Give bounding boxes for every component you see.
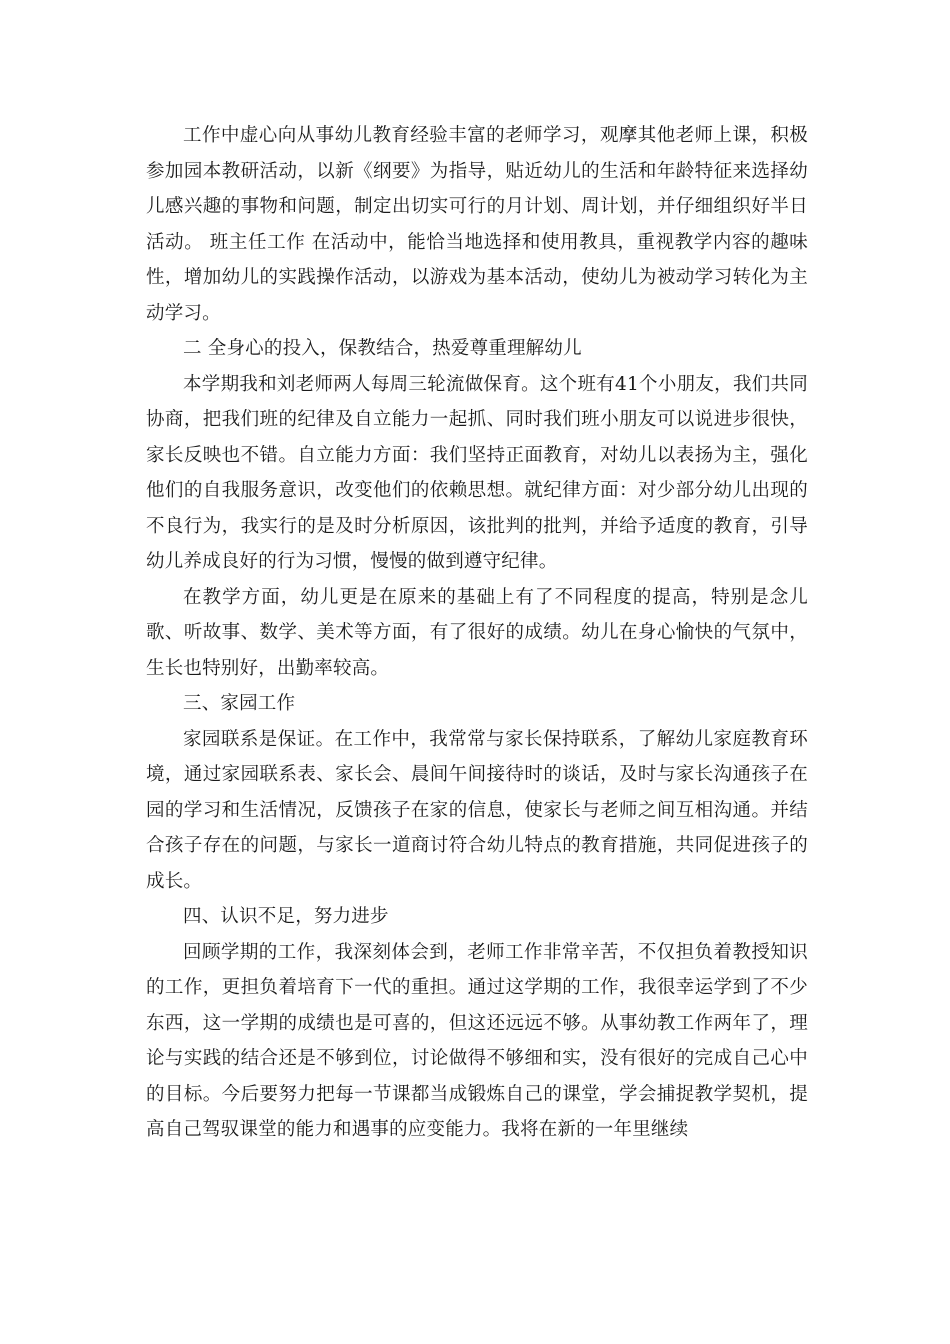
section-heading-care: 二 全身心的投入，保教结合，热爱尊重理解幼儿 bbox=[183, 338, 582, 359]
paragraph-reflection: 回顾学期的工作，我深刻体会到，老师工作非常辛苦，不仅担负着教授知识的工作，更担负着培育下一代的重担。通过这学期的工作，我很幸运学到了不少东西，这一学期的成绩也是可喜的，但这还远远不够。从事幼教工作两年了，理论与实践的结合还是不够到位，讨论做得不够细和实，没有很好的完成自己心中的目标。今后要努力把每一节课都当成锻炼自己的课堂，学会捕捉教学契机，提高自己驾驭课堂的能力和遇事的应变能力。我将在新的一年里继续 bbox=[146, 941, 808, 1140]
section-heading-shortcomings: 四、认识不足，努力进步 bbox=[183, 906, 389, 927]
document-page bbox=[146, 118, 808, 1148]
paragraph-care-discipline: 本学期我和刘老师两人每周三轮流做保育。这个班有41个小朋友，我们共同协商，把我们班的纪律及自立能力一起抓、同时我们班小朋友可以说进步很快，家长反映也不错。自立能力方面：我们坚持正面教育，对幼儿以表扬为主，强化他们的自我服务意识，改变他们的依赖思想。就纪律方面：对少部分幼儿出现的不良行为，我实行的是及时分析原因，该批判的批判，并给予适度的教育，引导幼儿养成良好的行为习惯，慢慢的做到遵守纪律。 bbox=[146, 373, 808, 572]
section-heading-home-school: 三、家园工作 bbox=[183, 693, 296, 714]
paragraph-home-school: 家园联系是保证。在工作中，我常常与家长保持联系，了解幼儿家庭教育环境，通过家园联系表、家长会、晨间午间接待时的谈话，及时与家长沟通孩子在园的学习和生活情况，反馈孩子在家的信息，使家长与老师之间互相沟通。并结合孩子存在的问题，与家长一道商讨符合幼儿特点的教育措施，共同促进孩子的成长。 bbox=[146, 728, 808, 892]
paragraph-teaching-results: 在教学方面，幼儿更是在原来的基础上有了不同程度的提高，特别是念儿歌、听故事、数学、美术等方面，有了很好的成绩。幼儿在身心愉快的气氛中，生长也特别好，出勤率较高。 bbox=[146, 586, 808, 679]
paragraph-teaching-study: 工作中虚心向从事幼儿教育经验丰富的老师学习，观摩其他老师上课，积极参加园本教研活动，以新《纲要》为指导，贴近幼儿的生活和年龄特征来选择幼儿感兴趣的事物和问题，制定出切实可行的月计划、周计划，并仔细组织好半日活动。 班主任工作 在活动中，能恰当地选择和使用教具，重视教学内容的趣味性，增加幼儿的实践操作活动，以游戏为基本活动，使幼儿为被动学习转化为主动学习。 bbox=[146, 125, 808, 324]
